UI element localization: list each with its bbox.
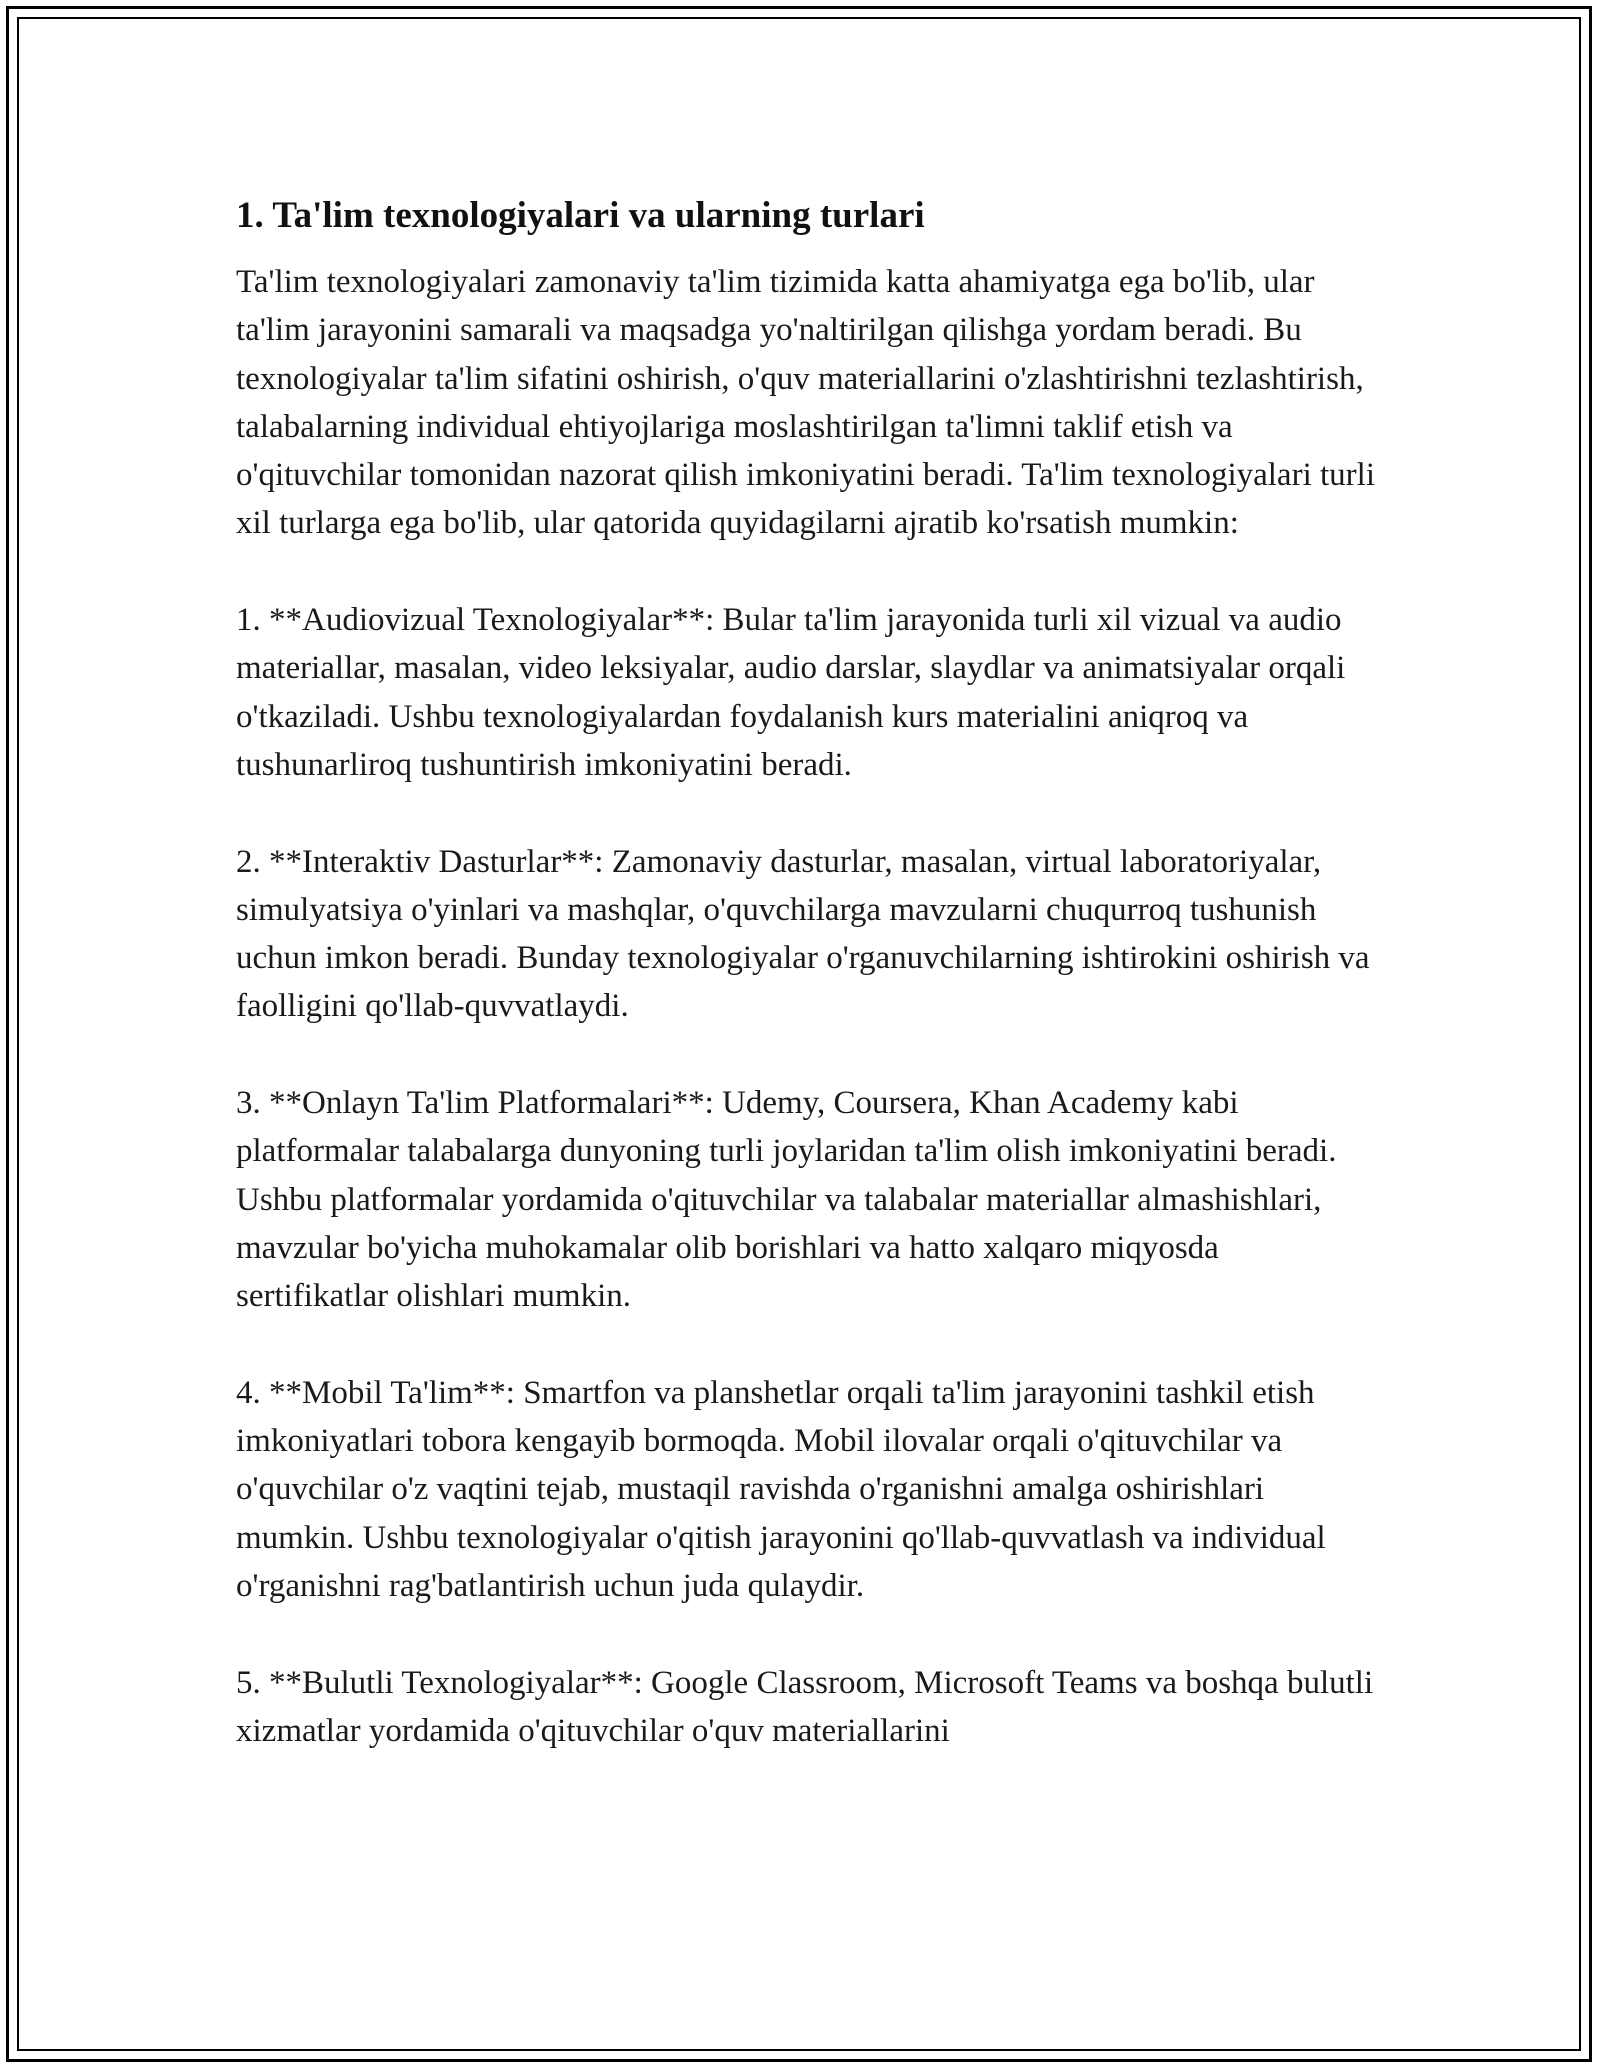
- list-item-interaktiv: 2. **Interaktiv Dasturlar**: Zamonaviy dasturlar, masalan, virtual laboratoriyalar, simulyatsiya o'yinlari va mashqlar, o'quvchilarga mavzularni chuqurroq tushunish uchun imkon beradi. Bunday texnologiyalar o'rganuvchilarning ishtirokini oshirish va faolligini qo'llab-quvvatlaydi.: [236, 843, 1370, 1025]
- list-item-mobil: 4. **Mobil Ta'lim**: Smartfon va planshetlar orqali ta'lim jarayonini tashkil etish imkoniyatlari tobora kengayib bormoqda. Mobil ilovalar orqali o'qituvchilar va o'quvchilar o'z vaqtini tejab, mustaqil ravishda o'rganishni amalga oshirishlari mumkin. Ushbu texnologiyalar o'qitish jarayonini qo'llab-quvvatlash va individual o'rganishni rag'batlantirish uchun juda qulaydir.: [236, 1374, 1326, 1605]
- list-item-onlayn: 3. **Onlayn Ta'lim Platformalari**: Udemy, Coursera, Khan Academy kabi platformalar talabalarga dunyoning turli joylaridan ta'lim olish imkoniyatini beradi. Ushbu platformalar yordamida o'qituvchilar va talabalar materiallar almashishlari, mavzular bo'yicha muhokamalar olib borishlari va hatto xalqaro miqyosda sertifikatlar olishlari mumkin.: [236, 1085, 1337, 1315]
- list-item-audiovizual: 1. **Audiovizual Texnologiyalar**: Bular ta'lim jarayonida turli xil vizual va audio materiallar, masalan, video leksiyalar, audio darslar, slaydlar va animatsiyalar orqali o'tkaziladi. Ushbu texnologiyalardan foydalanish kurs materialini aniqroq va tushunarliroq tushuntirish imkoniyatini beradi.: [236, 602, 1346, 783]
- document-page: [236, 188, 1376, 1804]
- section-heading: 1. Ta'lim texnologiyalari va ularning turlari: [236, 195, 925, 236]
- list-item-bulutli: 5. **Bulutli Texnologiyalar**: Google Classroom, Microsoft Teams va boshqa bulutli xizmatlar yordamida o'qituvchilar o'quv materiallarini: [236, 1664, 1374, 1749]
- intro-paragraph: Ta'lim texnologiyalari zamonaviy ta'lim tizimida katta ahamiyatga ega bo'lib, ular ta'lim jarayonini samarali va maqsadga yo'naltirilgan qilishga yordam beradi. Bu texnologiyalar ta'lim sifatini oshirish, o'quv materiallarini o'zlashtirishni tezlashtirish, talabalarning individual ehtiyojlariga moslashtirilgan ta'limni taklif etish va o'qituvchilar tomonidan nazorat qilish imkoniyatini beradi. Ta'lim texnologiyalari turli xil turlarga ega bo'lib, ular qatorida quyidagilarni ajratib ko'rsatish mumkin:: [236, 264, 1375, 542]
